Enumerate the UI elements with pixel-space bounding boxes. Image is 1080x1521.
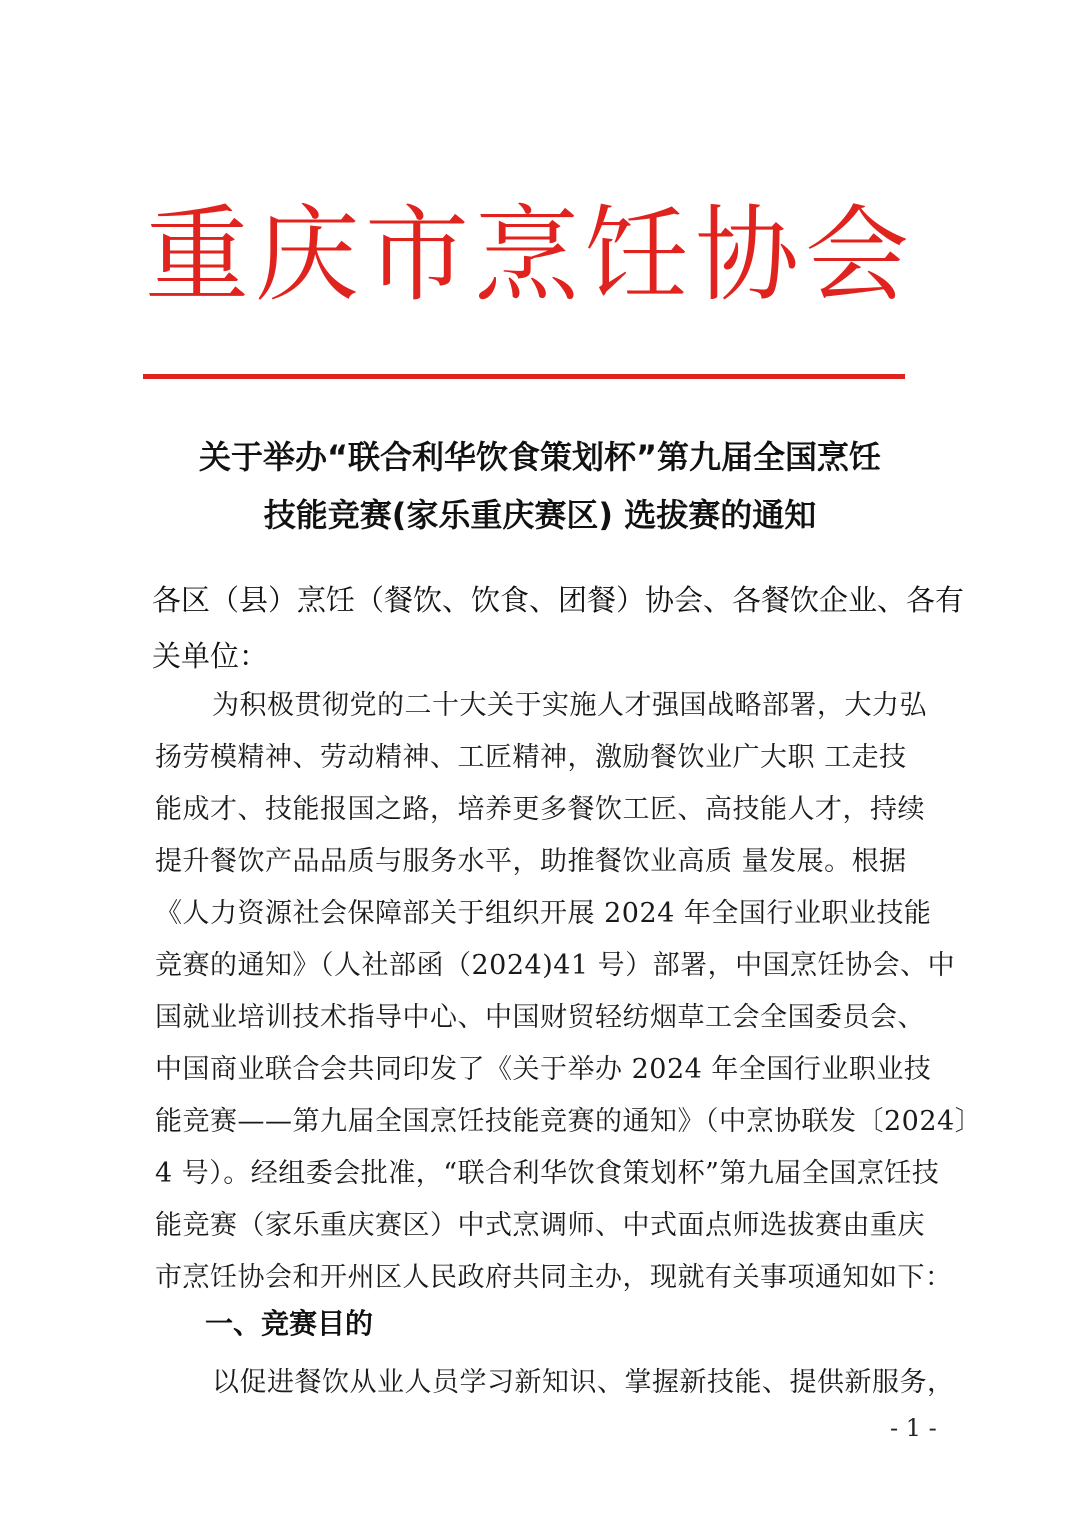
body-paragraph-line: 《人力资源社会保障部关于组织开展 2024 年全国行业职业技能	[155, 898, 932, 929]
masthead-red-rule	[143, 374, 905, 379]
body-paragraph-line: 竞赛的通知》（人社部函（2024)41 号）部署，中国烹饪协会、中	[155, 950, 956, 981]
body-paragraph-line: 提升餐饮产品品质与服务水平，助推餐饮业高质 量发展。根据	[155, 846, 907, 877]
page-number: - 1 -	[890, 1414, 937, 1442]
addressee-line-2: 关单位：	[152, 639, 269, 673]
body-paragraph-line: 能成才、技能报国之路，培养更多餐饮工匠、高技能人才，持续	[155, 794, 925, 825]
body-paragraph-line: 为积极贯彻党的二十大关于实施人才强国战略部署，大力弘	[212, 690, 927, 721]
document-title-line-1: 关于举办“联合利华饮食策划杯”第九届全国烹饪	[198, 438, 882, 476]
addressee-line-1: 各区（县）烹饪（餐饮、饮食、团餐）协会、各餐饮企业、各有	[152, 583, 965, 617]
document-title-line-2: 技能竞赛(家乐重庆赛区) 选拔赛的通知	[263, 496, 817, 534]
body-paragraph-line: 国就业培训技术指导中心、中国财贸轻纺烟草工会全国委员会、	[155, 1002, 925, 1033]
body-paragraph-line: 能竞赛（家乐重庆赛区）中式烹调师、中式面点师选拔赛由重庆	[155, 1210, 925, 1241]
section-1-first-line: 以促进餐饮从业人员学习新知识、掌握新技能、提供新服务，	[212, 1367, 955, 1398]
body-paragraph-line: 能竞赛——第九届全国烹饪技能竞赛的通知》（中烹协联发〔2024〕	[155, 1106, 983, 1137]
body-paragraph-line: 市烹饪协会和开州区人民政府共同主办，现就有关事项通知如下：	[155, 1262, 953, 1293]
body-paragraph-line: 扬劳模精神、劳动精神、工匠精神，激励餐饮业广大职 工走技	[155, 742, 907, 773]
masthead-org-name: 重庆市烹饪协会	[144, 194, 915, 316]
body-paragraph-line: 中国商业联合会共同印发了《关于举办 2024 年全国行业职业技	[155, 1054, 932, 1085]
section-heading-competition-purpose: 一、竞赛目的	[205, 1307, 374, 1340]
body-paragraph-line: 4 号）。经组委会批准，“联合利华饮食策划杯”第九届全国烹饪技	[155, 1158, 940, 1189]
